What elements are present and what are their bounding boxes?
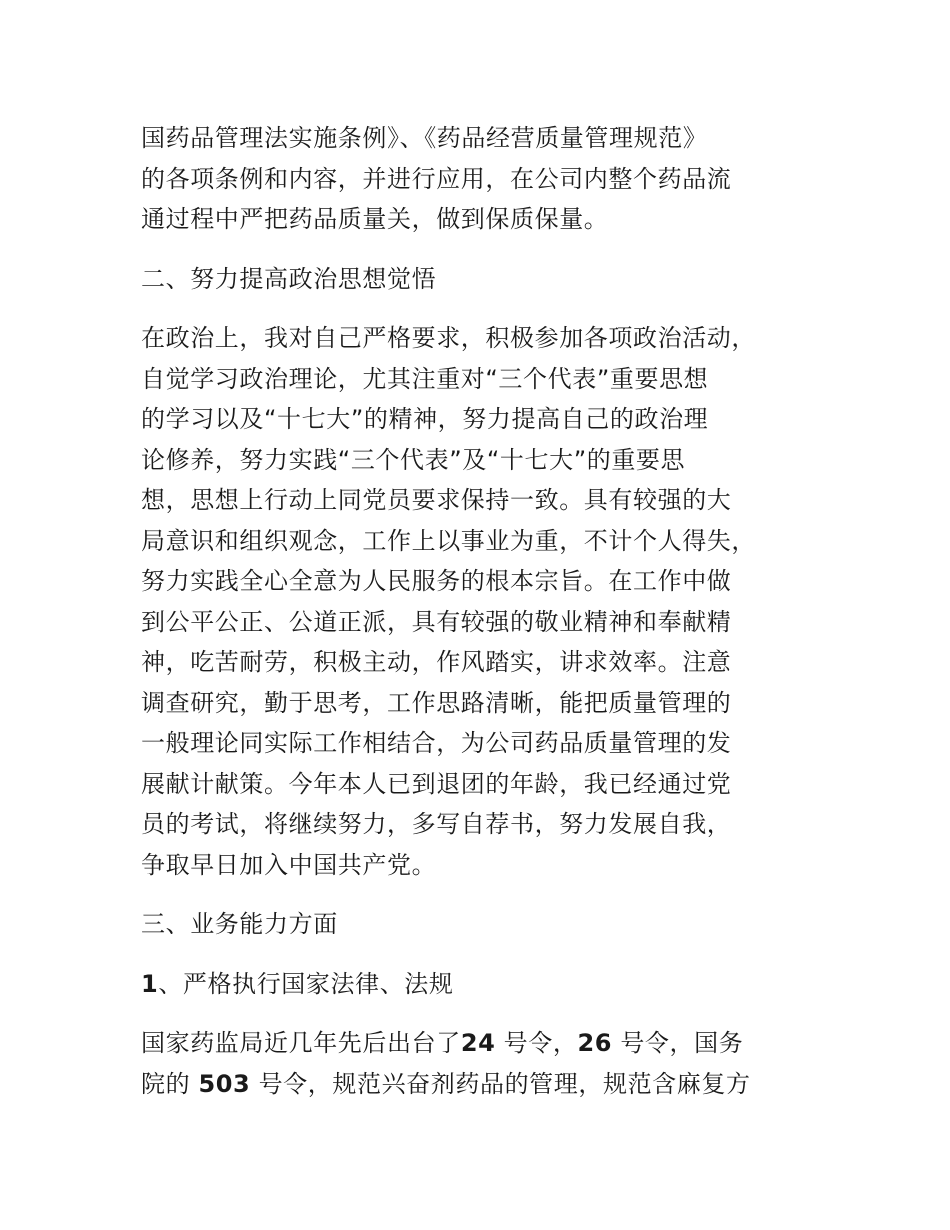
text-segment: 院的: [141, 1069, 191, 1098]
text-line: 的各项条例和内容，并进行应用，在公司内整个药品流: [141, 164, 732, 193]
subsection-heading-law: [141, 964, 821, 1005]
document-page: [141, 118, 821, 1123]
text-line: 一般理论同实际工作相结合，为公司药品质量管理的发: [141, 729, 732, 757]
text-line: 局意识和组织观念，工作上以事业为重，不计个人得失，: [141, 526, 756, 555]
text-line: 到公平公正、公道正派，具有较强的敬业精神和奉献精: [141, 607, 732, 636]
text-line: [141, 1023, 821, 1064]
text-line: 国药品管理法实施条例》、《药品经营质量管理规范》: [141, 124, 708, 152]
text-line: 的学习以及“十七大”的精神，努力提高自己的政治理: [141, 405, 709, 433]
section-heading-business: 三、业务能力方面: [141, 910, 338, 938]
text-segment: 号令，: [503, 1029, 578, 1057]
text-line: 想，思想上行动上同党员要求保持一致。具有较强的大: [141, 486, 732, 514]
text-line: 神，吃苦耐劳，积极主动，作风踏实，讲求效率。注意: [141, 648, 732, 676]
text-line: 论修养，努力实践“三个代表”及“十七大”的重要思: [141, 445, 686, 474]
paragraph-regulations: [141, 118, 821, 240]
section-heading-political: 二、努力提高政治思想觉悟: [141, 264, 437, 293]
subsection-title: 、严格执行国家法律、法规: [158, 969, 454, 998]
text-line: 努力实践全心全意为人民服务的根本宗旨。在工作中做: [141, 567, 732, 595]
order-number: 26: [577, 1029, 613, 1057]
text-segment: 国家药监局近几年先后出台了: [141, 1029, 461, 1057]
text-line: 展献计献策。今年本人已到退团的年龄，我已经通过党: [141, 769, 732, 798]
order-number: 503: [198, 1069, 251, 1098]
text-line: 在政治上，我对自己严格要求，积极参加各项政治活动，: [141, 324, 756, 352]
subsection-number: 1: [141, 969, 159, 998]
order-number: 24: [460, 1029, 496, 1057]
text-line: 通过程中严把药品质量关，做到保质保量。: [141, 205, 609, 233]
text-line: 争取早日加入中国共产党。: [141, 850, 437, 879]
text-line: 调查研究，勤于思考，工作思路清晰，能把质量管理的: [141, 688, 732, 717]
text-segment: 号令，国务: [620, 1029, 744, 1057]
paragraph-political: [141, 318, 821, 885]
paragraph-orders: [141, 1023, 821, 1104]
text-segment: 号令，规范兴奋剂药品的管理，规范含麻复方: [258, 1069, 751, 1098]
text-line: 员的考试，将继续努力，多写自荐书，努力发展自我，: [141, 810, 732, 838]
text-line: 自觉学习政治理论，尤其注重对“三个代表”重要思想: [141, 364, 709, 393]
text-line: [141, 1064, 821, 1105]
